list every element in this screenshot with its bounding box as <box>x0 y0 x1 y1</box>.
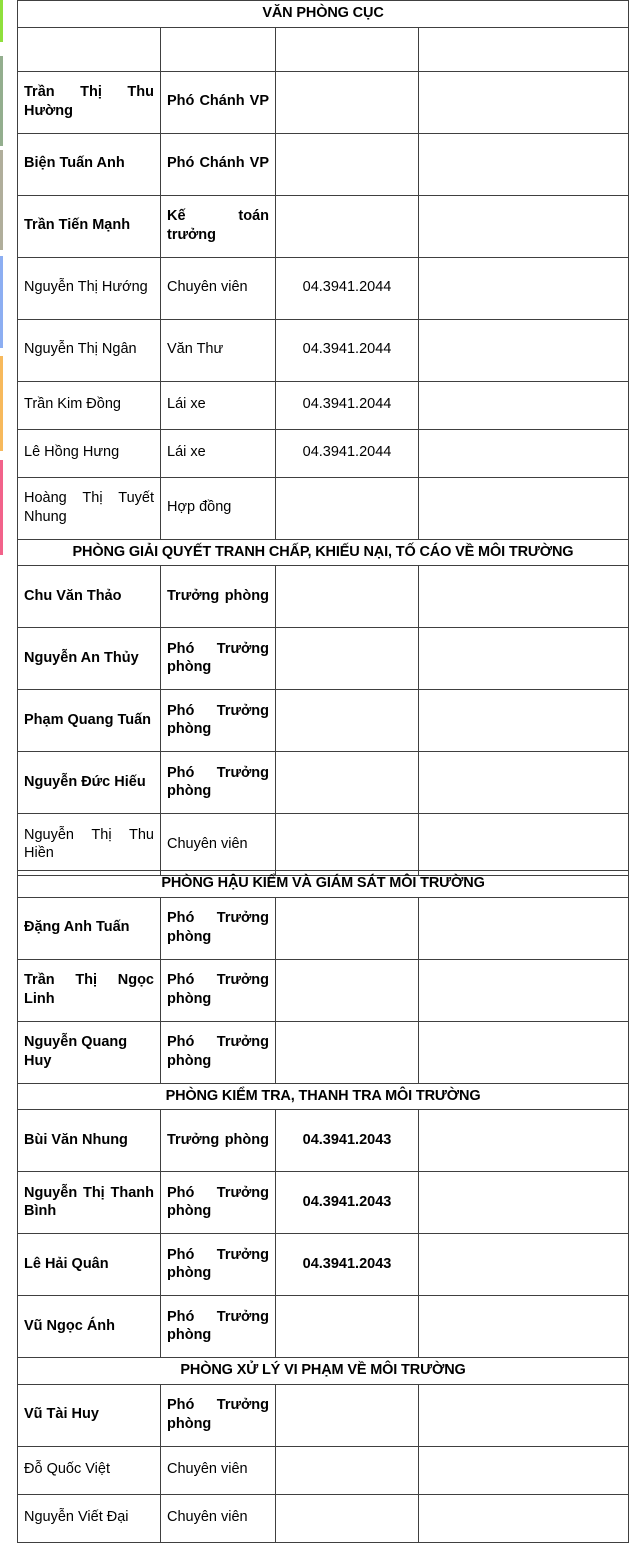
cell-person-name: Hoàng Thị Tuyết Nhung <box>18 477 161 539</box>
cell-phone <box>276 959 419 1021</box>
cell-person-name: Trần Thị Thu Hường <box>18 71 161 133</box>
cell-person-name: Biện Tuấn Anh <box>18 133 161 195</box>
cell-extra <box>419 752 629 814</box>
cell-phone <box>276 71 419 133</box>
cell-extra <box>419 71 629 133</box>
cell-position: Chuyên viên <box>161 257 276 319</box>
section-title: PHÒNG GIẢI QUYẾT TRANH CHẤP, KHIẾU NẠI, TỐ CÁO VỀ MÔI TRƯỜNG <box>18 539 629 566</box>
cell-person-name: Vũ Ngọc Ánh <box>18 1296 161 1358</box>
cell-phone: 04.3941.2043 <box>276 1234 419 1296</box>
cell-extra <box>419 1110 629 1172</box>
cell-position: Phó Trưởng phòng <box>161 1296 276 1358</box>
section-header-row <box>18 1083 629 1110</box>
cell-position: Trưởng phòng <box>161 1110 276 1172</box>
cell-person-name: Vũ Tài Huy <box>18 1384 161 1446</box>
cell-person-name: Đặng Anh Tuấn <box>18 897 161 959</box>
cell-extra <box>419 319 629 381</box>
table-row <box>18 319 629 381</box>
table-row <box>18 1021 629 1083</box>
table-row <box>18 690 629 752</box>
cell-position: Phó Trưởng phòng <box>161 897 276 959</box>
cell-extra <box>419 257 629 319</box>
cell-extra <box>419 477 629 539</box>
section-title: PHÒNG KIỂM TRA, THANH TRA MÔI TRƯỜNG <box>18 1083 629 1110</box>
blank-row <box>18 27 629 71</box>
blank-cell <box>419 27 629 71</box>
cell-person-name: Lê Hải Quân <box>18 1234 161 1296</box>
cell-person-name: Nguyễn Đức Hiếu <box>18 752 161 814</box>
cell-extra <box>419 1446 629 1494</box>
cell-position: Phó Trưởng phòng <box>161 1384 276 1446</box>
cell-phone <box>276 1446 419 1494</box>
section-title: VĂN PHÒNG CỤC <box>18 1 629 28</box>
cell-person-name: Phạm Quang Tuấn <box>18 690 161 752</box>
cell-phone <box>276 628 419 690</box>
cell-extra <box>419 1021 629 1083</box>
section-header-row <box>18 871 629 898</box>
cell-extra <box>419 1234 629 1296</box>
cell-person-name: Nguyễn Thị Hướng <box>18 257 161 319</box>
table-row <box>18 257 629 319</box>
cell-extra <box>419 566 629 628</box>
cell-phone <box>276 477 419 539</box>
marker-orange <box>0 356 3 451</box>
cell-position: Phó Trưởng phòng <box>161 1234 276 1296</box>
table-upper <box>17 0 628 876</box>
cell-extra <box>419 133 629 195</box>
cell-extra <box>419 959 629 1021</box>
table-row <box>18 195 629 257</box>
section-title: PHÒNG XỬ LÝ VI PHẠM VỀ MÔI TRƯỜNG <box>18 1358 629 1385</box>
staff-table <box>17 870 629 1543</box>
cell-extra <box>419 195 629 257</box>
table-row <box>18 1446 629 1494</box>
cell-extra <box>419 429 629 477</box>
cell-person-name: Nguyễn Thị Ngân <box>18 319 161 381</box>
cell-position: Phó Trưởng phòng <box>161 959 276 1021</box>
cell-phone: 04.3941.2044 <box>276 319 419 381</box>
staff-table <box>17 0 629 876</box>
cell-phone: 04.3941.2044 <box>276 257 419 319</box>
section-header-row <box>18 1358 629 1385</box>
marker-khaki-gray <box>0 150 3 250</box>
cell-position: Chuyên viên <box>161 1494 276 1542</box>
cell-extra <box>419 628 629 690</box>
cell-person-name: Chu Văn Thảo <box>18 566 161 628</box>
cell-person-name: Nguyễn An Thủy <box>18 628 161 690</box>
cell-person-name: Lê Hồng Hưng <box>18 429 161 477</box>
table-row <box>18 71 629 133</box>
cell-position: Chuyên viên <box>161 1446 276 1494</box>
table-row <box>18 897 629 959</box>
cell-extra <box>419 814 629 876</box>
cell-phone: 04.3941.2044 <box>276 429 419 477</box>
cell-phone <box>276 195 419 257</box>
table-row <box>18 814 629 876</box>
cell-phone <box>276 814 419 876</box>
table-row <box>18 133 629 195</box>
cell-person-name: Trần Tiến Mạnh <box>18 195 161 257</box>
marker-green-muted <box>0 56 3 146</box>
cell-position: Chuyên viên <box>161 814 276 876</box>
table-row <box>18 1172 629 1234</box>
cell-extra <box>419 1172 629 1234</box>
cell-position: Phó Chánh VP <box>161 71 276 133</box>
table-row <box>18 752 629 814</box>
section-header-row <box>18 539 629 566</box>
table-row <box>18 566 629 628</box>
cell-extra <box>419 690 629 752</box>
cell-phone: 04.3941.2044 <box>276 381 419 429</box>
edge-color-markers <box>0 0 4 1547</box>
cell-position: Lái xe <box>161 381 276 429</box>
cell-position: Phó Trưởng phòng <box>161 1172 276 1234</box>
cell-person-name: Trần Thị Ngọc Linh <box>18 959 161 1021</box>
cell-extra <box>419 1296 629 1358</box>
cell-extra <box>419 1384 629 1446</box>
cell-phone <box>276 1494 419 1542</box>
cell-extra <box>419 381 629 429</box>
blank-cell <box>161 27 276 71</box>
cell-person-name: Trần Kim Đồng <box>18 381 161 429</box>
cell-position: Phó Trưởng phòng <box>161 628 276 690</box>
cell-person-name: Nguyễn Thị Thu Hiền <box>18 814 161 876</box>
table-row <box>18 1384 629 1446</box>
section-header-row <box>18 1 629 28</box>
cell-phone <box>276 1384 419 1446</box>
cell-phone <box>276 566 419 628</box>
table-row <box>18 1234 629 1296</box>
marker-pink <box>0 460 3 555</box>
cell-person-name: Nguyễn Quang Huy <box>18 1021 161 1083</box>
cell-position: Văn Thư <box>161 319 276 381</box>
cell-position: Kế toán trưởng <box>161 195 276 257</box>
blank-cell <box>18 27 161 71</box>
cell-phone <box>276 133 419 195</box>
cell-position: Hợp đồng <box>161 477 276 539</box>
cell-position: Phó Chánh VP <box>161 133 276 195</box>
cell-position: Lái xe <box>161 429 276 477</box>
cell-phone: 04.3941.2043 <box>276 1172 419 1234</box>
blank-cell <box>276 27 419 71</box>
cell-phone <box>276 897 419 959</box>
table-row <box>18 628 629 690</box>
cell-extra <box>419 1494 629 1542</box>
cell-position: Phó Trưởng phòng <box>161 1021 276 1083</box>
cell-position: Phó Trưởng phòng <box>161 752 276 814</box>
section-title: PHÒNG HẬU KIỂM VÀ GIÁM SÁT MÔI TRƯỜNG <box>18 871 629 898</box>
cell-position: Trưởng phòng <box>161 566 276 628</box>
cell-phone <box>276 690 419 752</box>
marker-green-light <box>0 0 3 42</box>
table-row <box>18 477 629 539</box>
cell-phone <box>276 1296 419 1358</box>
table-row <box>18 1110 629 1172</box>
table-row <box>18 381 629 429</box>
cell-extra <box>419 897 629 959</box>
table-row <box>18 1494 629 1542</box>
cell-phone: 04.3941.2043 <box>276 1110 419 1172</box>
table-row <box>18 959 629 1021</box>
cell-phone <box>276 752 419 814</box>
table-row <box>18 429 629 477</box>
cell-person-name: Đỗ Quốc Việt <box>18 1446 161 1494</box>
table-row <box>18 1296 629 1358</box>
cell-person-name: Nguyễn Thị Thanh Bình <box>18 1172 161 1234</box>
cell-phone <box>276 1021 419 1083</box>
marker-blue <box>0 256 3 348</box>
table-lower <box>17 870 628 1543</box>
cell-person-name: Bùi Văn Nhung <box>18 1110 161 1172</box>
cell-person-name: Nguyễn Viết Đại <box>18 1494 161 1542</box>
cell-position: Phó Trưởng phòng <box>161 690 276 752</box>
